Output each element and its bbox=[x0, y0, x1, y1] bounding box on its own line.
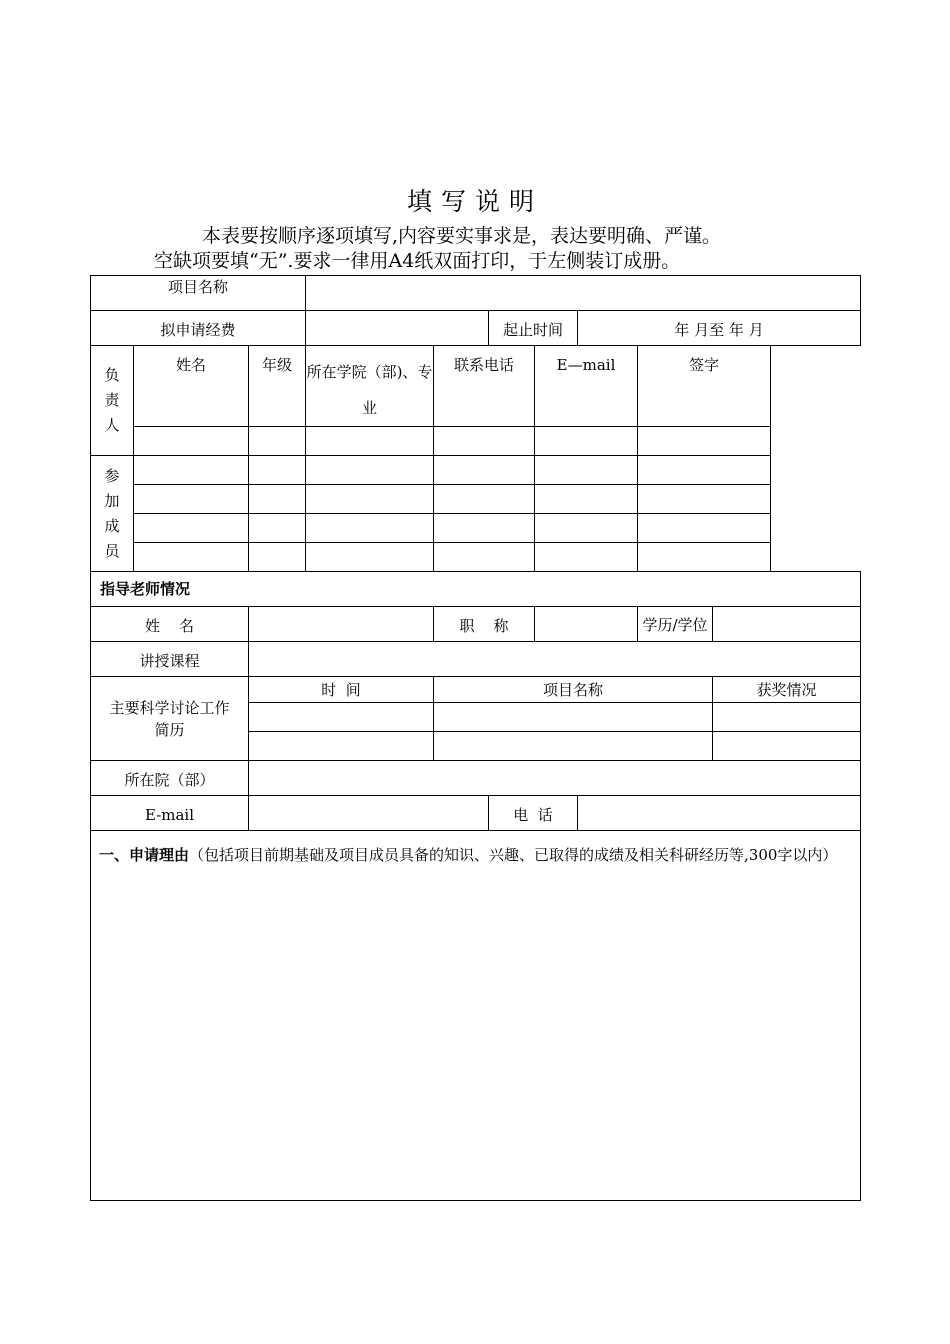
phone-label: 电 话 bbox=[489, 796, 578, 831]
email-label: E-mail bbox=[91, 796, 249, 831]
research-time-field[interactable] bbox=[249, 703, 434, 732]
period-label: 起止时间 bbox=[489, 311, 578, 346]
application-form-table bbox=[90, 275, 861, 1201]
participants-label: 参 加 成 员 bbox=[91, 456, 134, 572]
member-name-field[interactable] bbox=[134, 485, 249, 514]
member-email-field[interactable] bbox=[535, 456, 638, 485]
reason-box[interactable] bbox=[91, 831, 861, 1201]
header-email: E—mail bbox=[535, 346, 638, 427]
header-signature: 签字 bbox=[638, 346, 771, 427]
header-name: 姓名 bbox=[134, 346, 249, 427]
member-grade-field[interactable] bbox=[249, 543, 306, 572]
header-grade: 年级 bbox=[249, 346, 306, 427]
funding-field[interactable] bbox=[306, 311, 489, 346]
header-college: 所在学院（部)、专业 bbox=[306, 346, 434, 427]
research-header-project: 项目名称 bbox=[434, 677, 713, 703]
member-phone-field[interactable] bbox=[434, 543, 535, 572]
member-phone-field[interactable] bbox=[434, 456, 535, 485]
advisor-title-label: 职 称 bbox=[434, 607, 535, 642]
member-name-field[interactable] bbox=[134, 543, 249, 572]
reason-detail: （包括项目前期基础及项目成员具备的知识、兴趣、已取得的成绩及相关科研经历等,300字以内） bbox=[189, 846, 838, 864]
project-name-label: 项目名称 bbox=[91, 276, 306, 311]
member-email-field[interactable] bbox=[535, 485, 638, 514]
advisor-name-label: 姓 名 bbox=[91, 607, 249, 642]
member-signature-field[interactable] bbox=[638, 485, 771, 514]
research-label: 主要科学讨论工作简历 bbox=[91, 677, 249, 761]
research-header-award: 获奖情况 bbox=[713, 677, 861, 703]
courses-label: 讲授课程 bbox=[91, 642, 249, 677]
member-grade-field[interactable] bbox=[249, 514, 306, 543]
advisor-degree-label: 学历/学位 bbox=[638, 607, 713, 642]
member-college-field[interactable] bbox=[306, 543, 434, 572]
member-phone-field[interactable] bbox=[434, 485, 535, 514]
member-grade-field[interactable] bbox=[249, 485, 306, 514]
member-phone-field[interactable] bbox=[434, 514, 535, 543]
member-signature-field[interactable] bbox=[638, 456, 771, 485]
research-project-field[interactable] bbox=[434, 703, 713, 732]
research-header-time: 时 间 bbox=[249, 677, 434, 703]
leader-email-field[interactable] bbox=[535, 427, 638, 456]
project-name-field[interactable] bbox=[306, 276, 861, 311]
leader-phone-field[interactable] bbox=[434, 427, 535, 456]
period-field[interactable]: 年 月至 年 月 bbox=[578, 311, 861, 346]
courses-field[interactable] bbox=[249, 642, 861, 677]
member-college-field[interactable] bbox=[306, 514, 434, 543]
leader-name-field[interactable] bbox=[134, 427, 249, 456]
department-label: 所在院（部） bbox=[91, 761, 249, 796]
page-title: 填写说明 bbox=[406, 187, 543, 216]
member-name-field[interactable] bbox=[134, 456, 249, 485]
reason-heading: 一、申请理由 bbox=[99, 846, 190, 864]
research-time-field[interactable] bbox=[249, 732, 434, 761]
advisor-degree-field[interactable] bbox=[713, 607, 861, 642]
member-signature-field[interactable] bbox=[638, 543, 771, 572]
research-award-field[interactable] bbox=[713, 732, 861, 761]
member-email-field[interactable] bbox=[535, 514, 638, 543]
leader-grade-field[interactable] bbox=[249, 427, 306, 456]
funding-label: 拟申请经费 bbox=[91, 311, 306, 346]
member-grade-field[interactable] bbox=[249, 456, 306, 485]
member-email-field[interactable] bbox=[535, 543, 638, 572]
header-phone: 联系电话 bbox=[434, 346, 535, 427]
email-field[interactable] bbox=[249, 796, 489, 831]
advisor-section-title: 指导老师情况 bbox=[91, 572, 861, 607]
advisor-name-field[interactable] bbox=[249, 607, 434, 642]
member-college-field[interactable] bbox=[306, 456, 434, 485]
leader-label: 负 责 人 bbox=[91, 346, 134, 456]
member-name-field[interactable] bbox=[134, 514, 249, 543]
leader-signature-field[interactable] bbox=[638, 427, 771, 456]
leader-college-field[interactable] bbox=[306, 427, 434, 456]
advisor-title-field[interactable] bbox=[535, 607, 638, 642]
member-college-field[interactable] bbox=[306, 485, 434, 514]
instruction-line-1: 本表要按顺序逐项填写,内容要实事求是，表达要明确、严谨。 bbox=[202, 225, 722, 247]
research-award-field[interactable] bbox=[713, 703, 861, 732]
instruction-line-2: 空缺项要填“无”.要求一律用A4纸双面打印，于左侧装订成册。 bbox=[154, 250, 681, 272]
research-project-field[interactable] bbox=[434, 732, 713, 761]
phone-field[interactable] bbox=[578, 796, 861, 831]
member-signature-field[interactable] bbox=[638, 514, 771, 543]
department-field[interactable] bbox=[249, 761, 861, 796]
